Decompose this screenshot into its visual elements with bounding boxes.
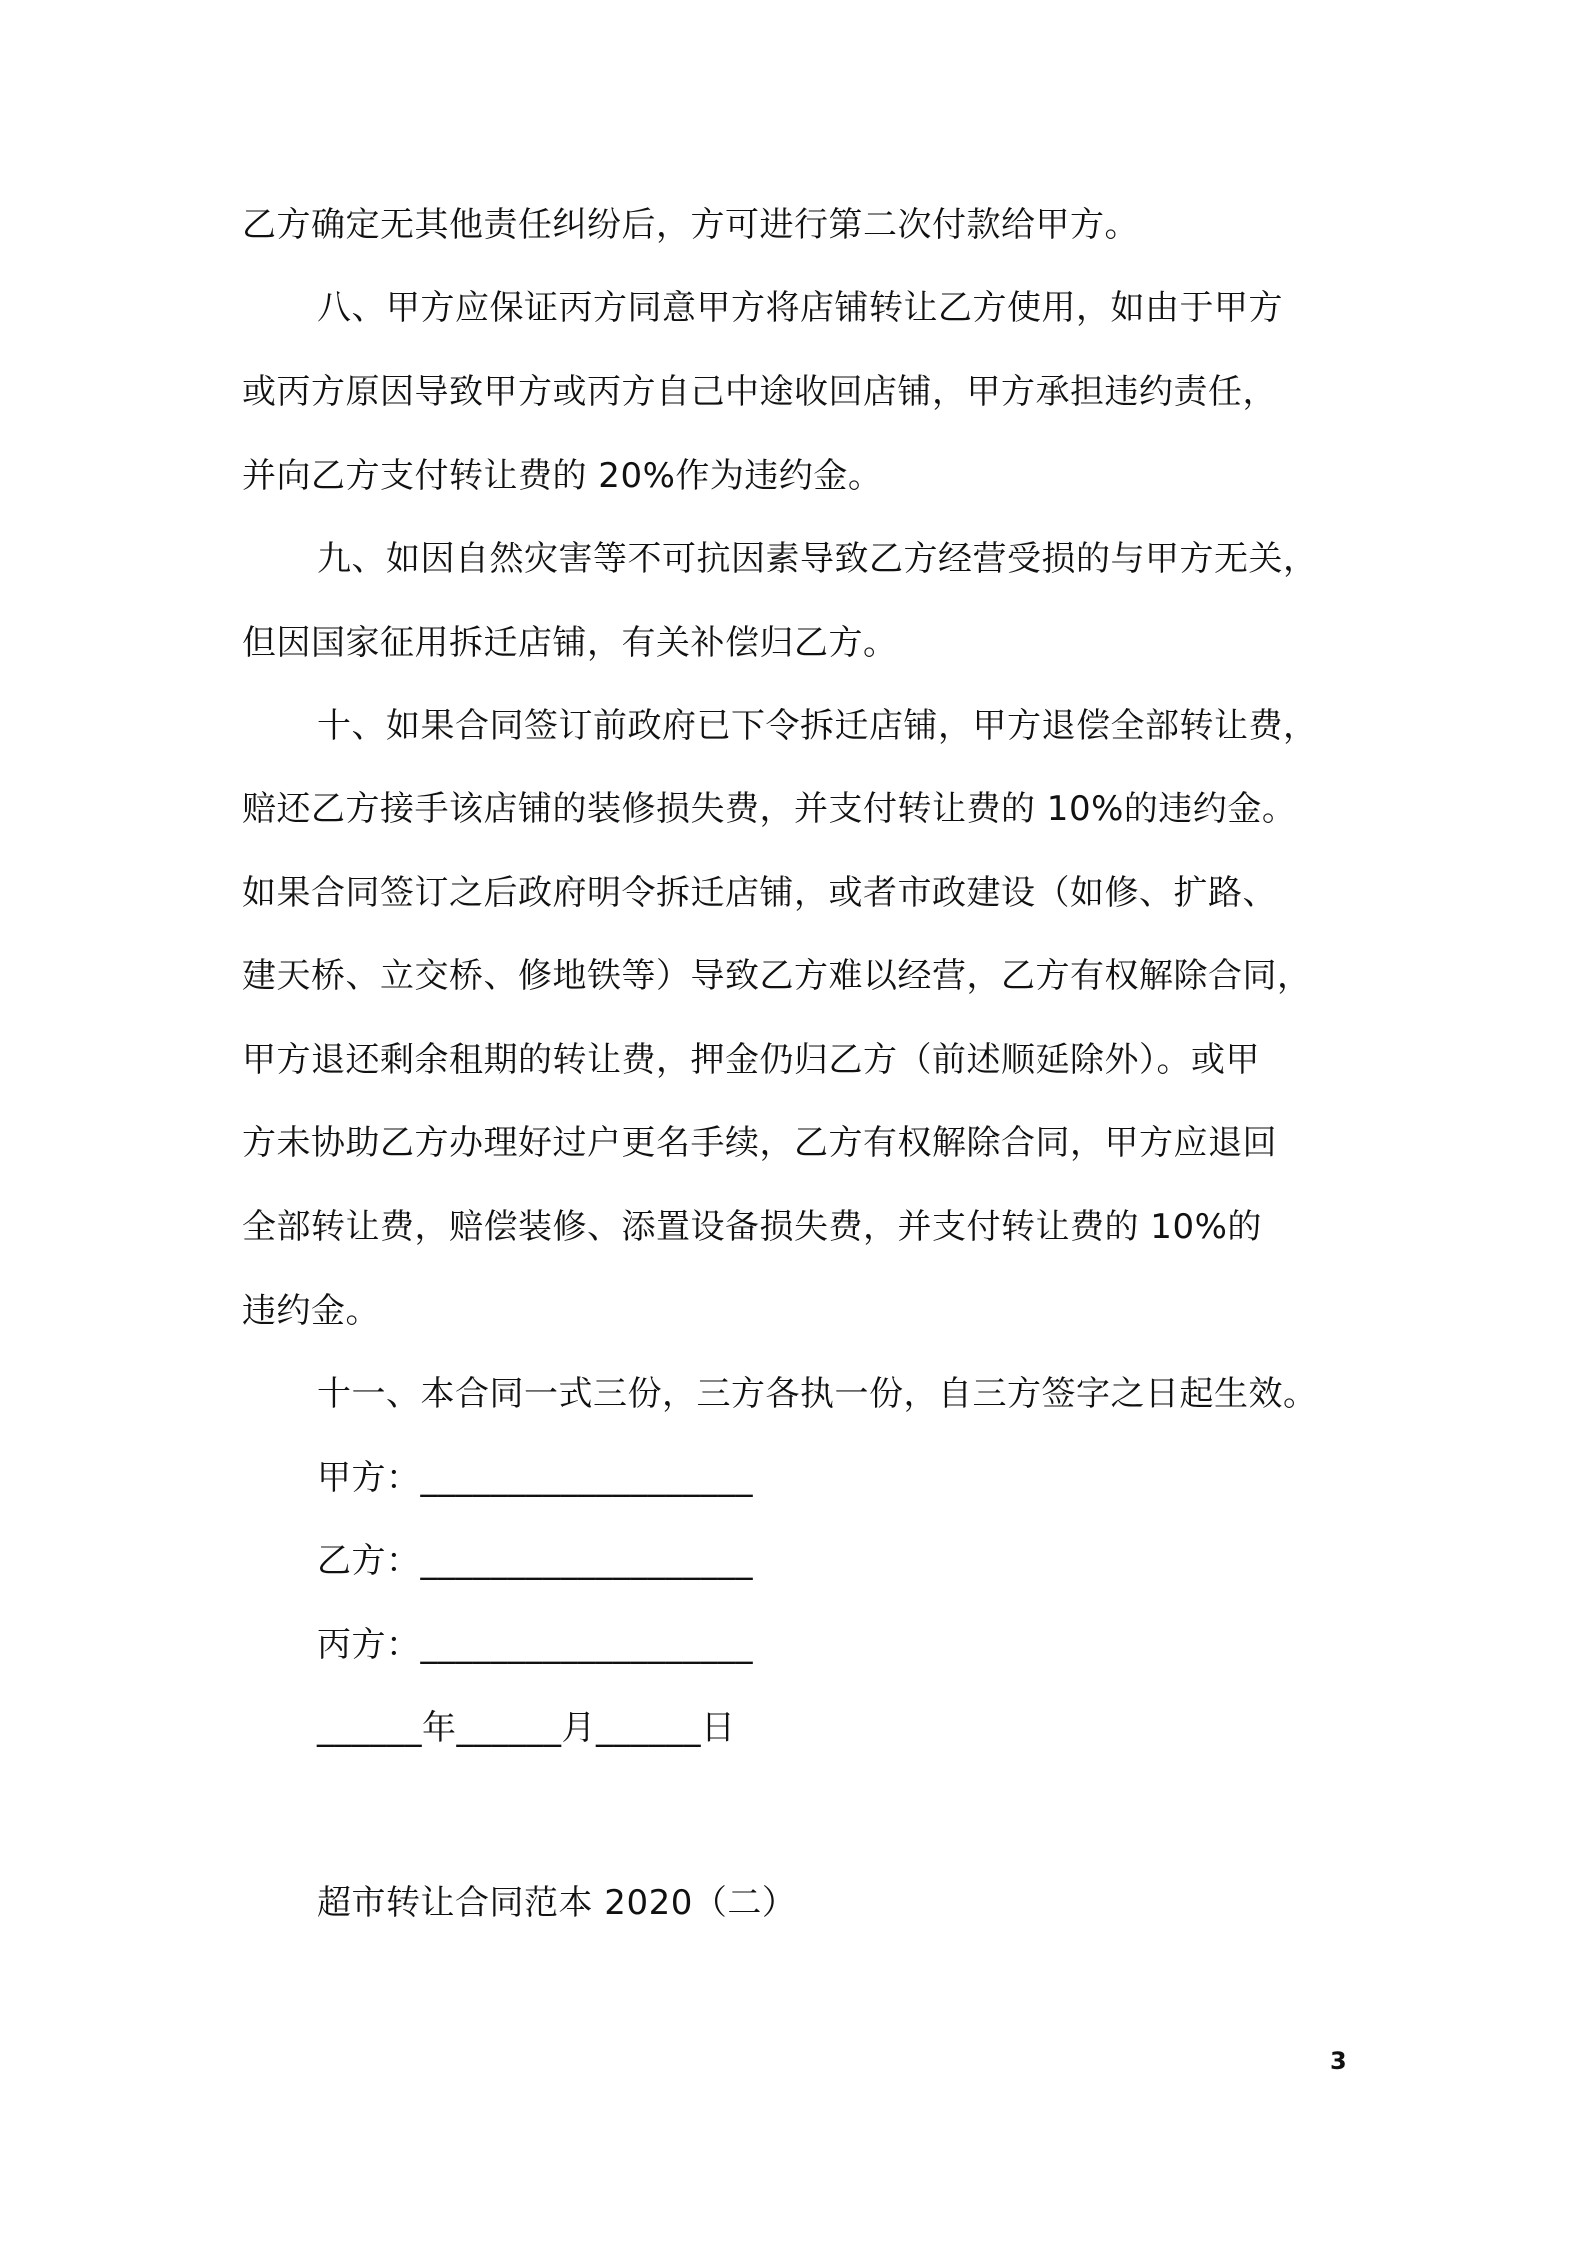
text-line-9: 如果合同签订之后政府明令拆迁店铺，或者市政建设（如修、扩路、 bbox=[242, 873, 1277, 913]
signature-line-party-b: 乙方：___________________ bbox=[317, 1541, 753, 1581]
date-line: ______年______月______日 bbox=[317, 1708, 736, 1748]
text-line-1: 乙方确定无其他责任纠纷后，方可进行第二次付款给甲方。 bbox=[242, 205, 1139, 245]
text-line-7: 十、如果合同签订前政府已下令拆迁店铺，甲方退偿全部转让费， bbox=[317, 706, 1318, 746]
text-line-5: 九、如因自然灾害等不可抗因素导致乙方经营受损的与甲方无关， bbox=[317, 539, 1318, 579]
text-line-8: 赔还乙方接手该店铺的装修损失费，并支付转让费的 10%的违约金。 bbox=[242, 789, 1297, 829]
text-line-11: 甲方退还剩余租期的转让费，押金仍归乙方（前述顺延除外）。或甲 bbox=[242, 1040, 1260, 1080]
signature-line-party-a: 甲方：___________________ bbox=[317, 1458, 753, 1498]
page-number: 3 bbox=[1330, 2047, 1347, 2075]
signature-line-party-c: 丙方：___________________ bbox=[317, 1625, 753, 1665]
text-line-3: 或丙方原因导致甲方或丙方自己中途收回店铺，甲方承担违约责任， bbox=[242, 372, 1277, 412]
text-line-15: 十一、本合同一式三份，三方各执一份，自三方签字之日起生效。 bbox=[317, 1374, 1318, 1414]
text-line-4: 并向乙方支付转让费的 20%作为违约金。 bbox=[242, 456, 883, 496]
text-line-14: 违约金。 bbox=[242, 1291, 380, 1331]
next-section-title: 超市转让合同范本 2020（二） bbox=[317, 1883, 797, 1923]
text-line-10: 建天桥、立交桥、修地铁等）导致乙方难以经营，乙方有权解除合同， bbox=[242, 956, 1312, 996]
text-line-6: 但因国家征用拆迁店铺，有关补偿归乙方。 bbox=[242, 623, 898, 663]
text-line-2: 八、甲方应保证丙方同意甲方将店铺转让乙方使用，如由于甲方 bbox=[317, 288, 1283, 328]
text-line-13: 全部转让费，赔偿装修、添置设备损失费，并支付转让费的 10%的 bbox=[242, 1207, 1262, 1247]
text-line-12: 方未协助乙方办理好过户更名手续，乙方有权解除合同，甲方应退回 bbox=[242, 1123, 1277, 1163]
